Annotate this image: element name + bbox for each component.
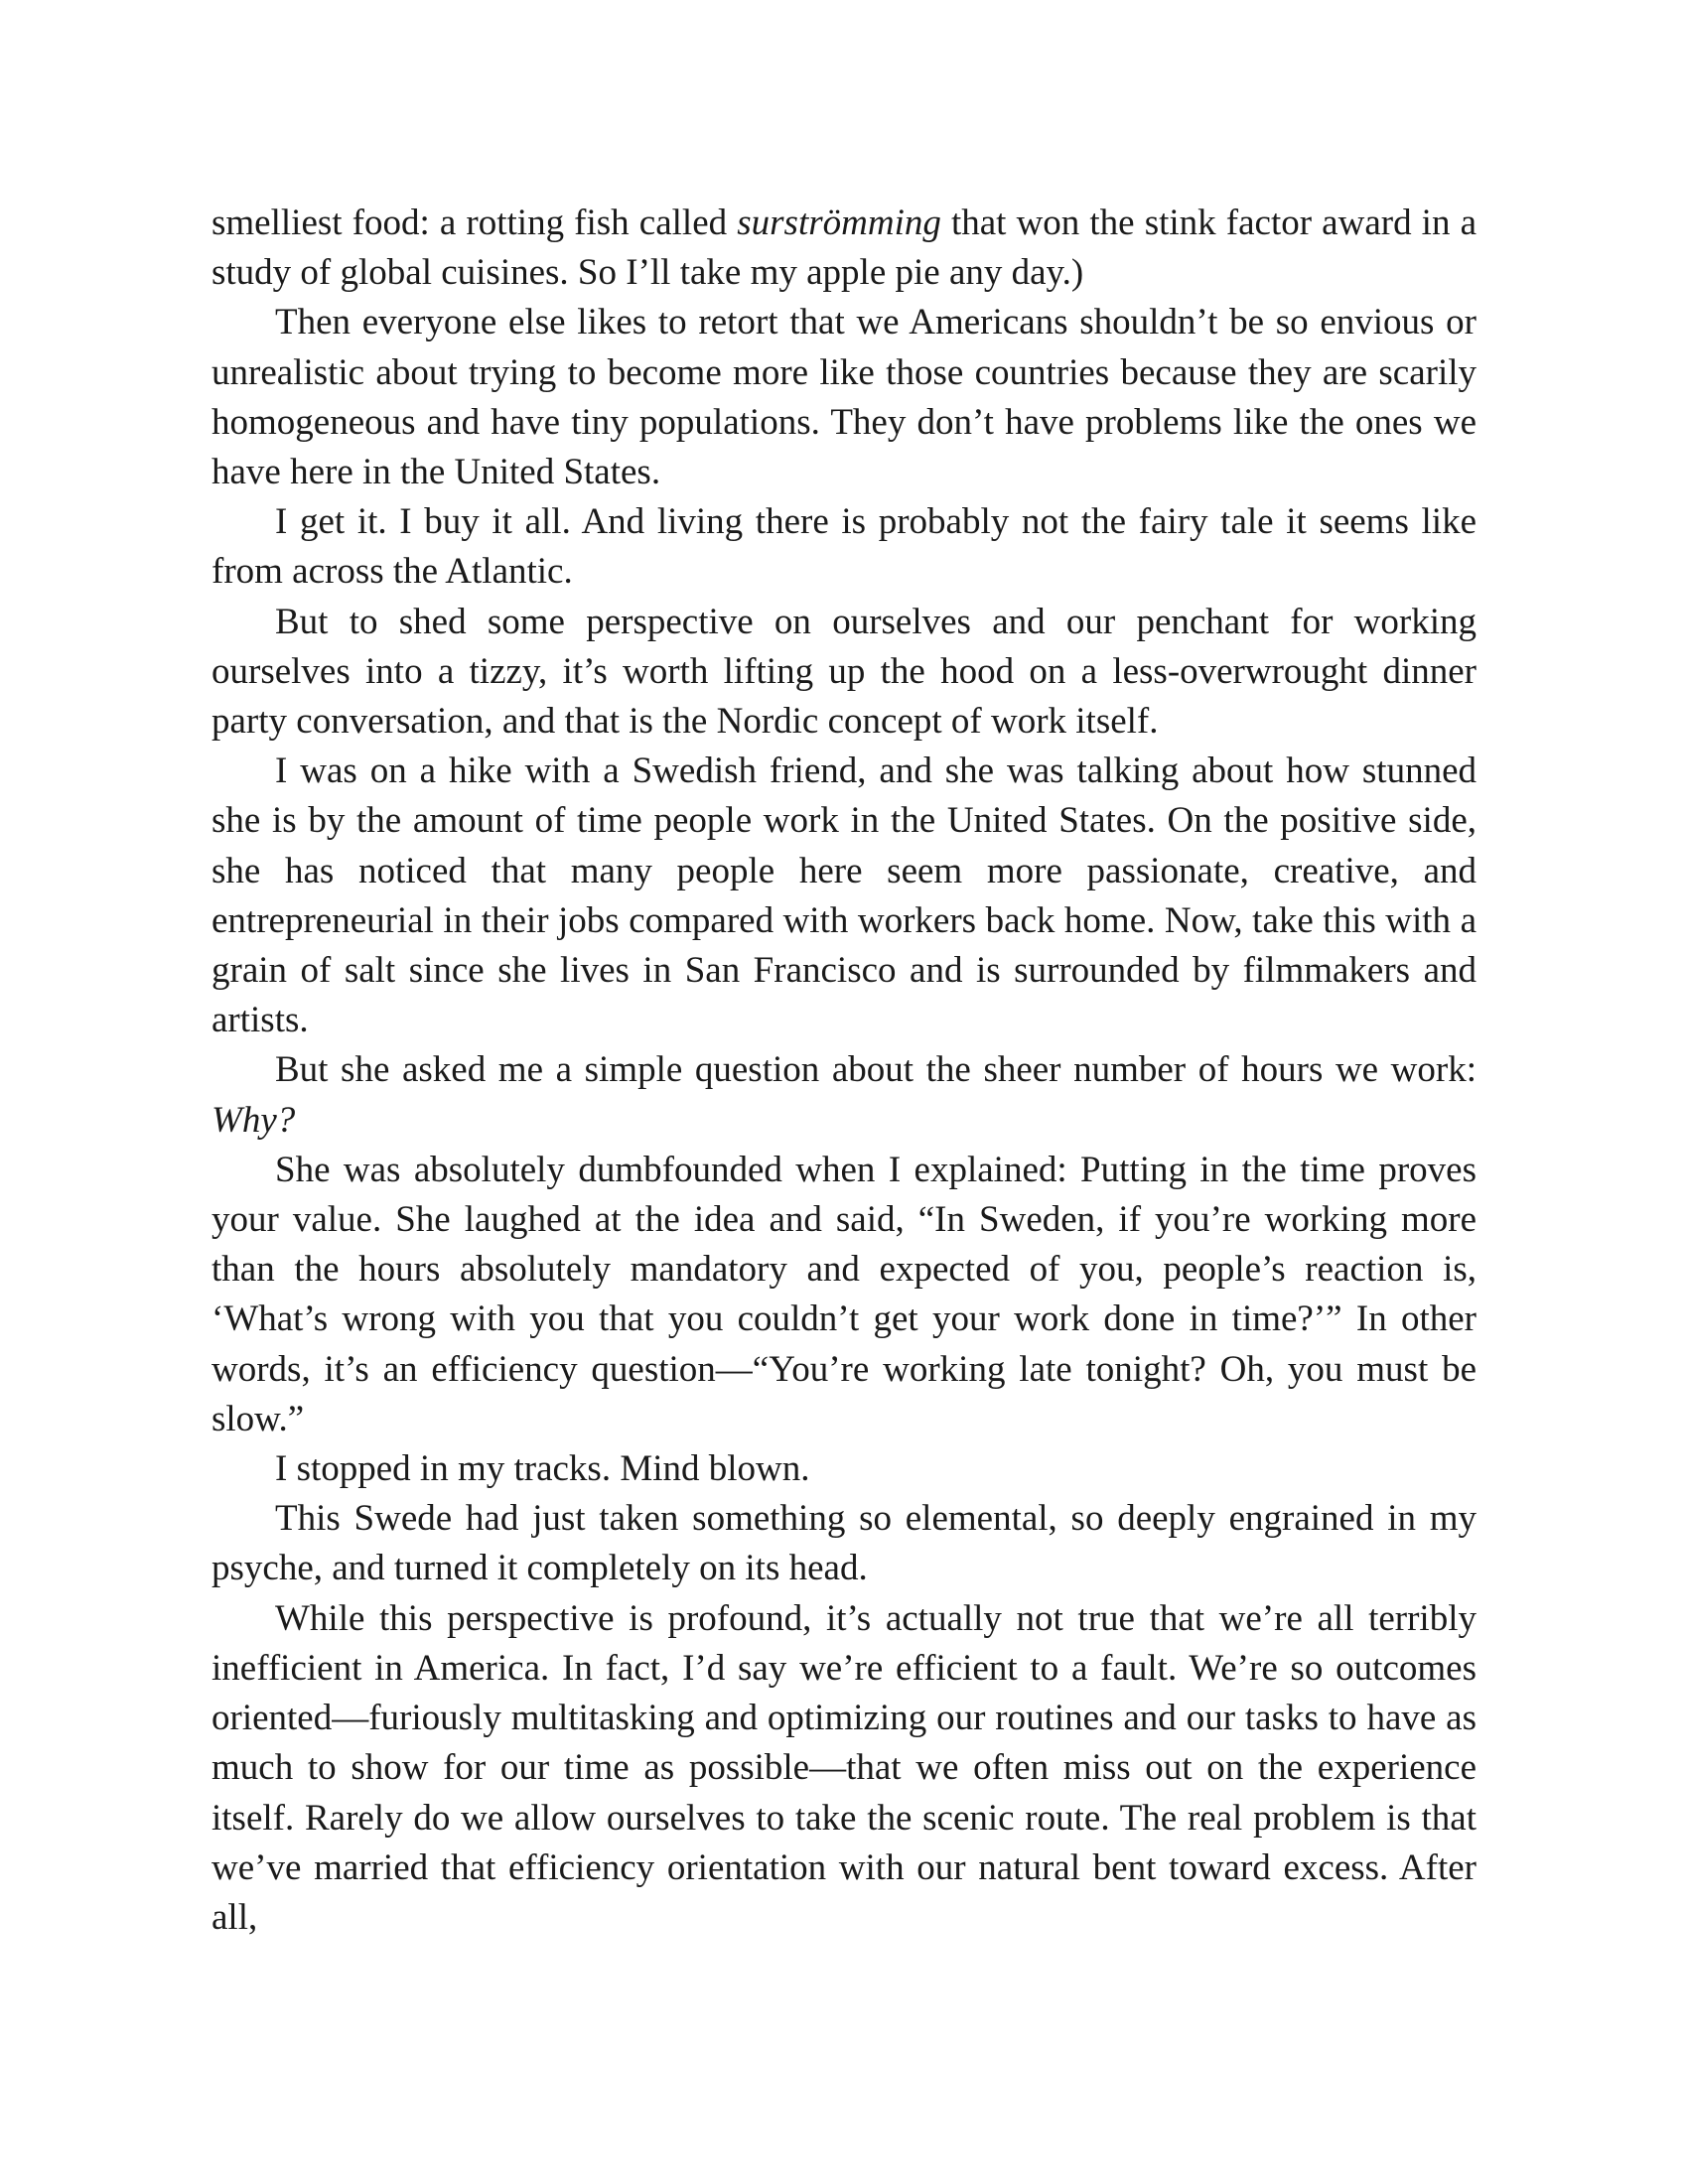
paragraph-10 <box>211 1594 1477 1943</box>
paragraph-1 <box>211 199 1477 298</box>
paragraph-6-italic-question: Why? <box>211 1099 296 1141</box>
paragraph-1-part-3: that won the stink factor award in a study of global cuisines. So I’ll take my apple pie any day.) <box>211 203 1477 294</box>
paragraph-3 <box>211 497 1477 597</box>
paragraph-1-italic-term: surströmming <box>737 203 941 243</box>
paragraph-7 <box>211 1146 1477 1444</box>
paragraph-5-text: I was on a hike with a Swedish friend, and she was talking about how stunned she is by the amount of time people work in the United States. On the positive side, she has noticed that many people here seem more passionate, creative, and entrepreneurial in their jobs compared with workers back home. Now, take this with a grain of salt since she lives in San Francisco and is surrounded by filmmakers and artists. <box>211 751 1477 1041</box>
paragraph-2-text: Then everyone else likes to retort that we Americans shouldn’t be so envious or unrealistic about trying to become more like those countries because they are scarily homogeneous and have tiny populations. They don’t have problems like the ones we have here in the United States. <box>211 302 1477 493</box>
paragraph-2 <box>211 298 1477 497</box>
paragraph-3-text: I get it. I buy it all. And living there is probably not the fairy tale it seems like from across the Atlantic. <box>211 501 1477 593</box>
paragraph-10-text: While this perspective is profound, it’s actually not true that we’re all terribly inefficient in America. In fact, I’d say we’re efficient to a fault. We’re so outcomes oriented—furiously multitasking and optimizing our routines and our tasks to have as much to show for our time as possible—that we often miss out on the experience itself. Rarely do we allow ourselves to take the scenic route. The real problem is that we’ve married that efficiency orientation with our natural bent toward excess. After all, <box>211 1597 1477 1938</box>
paragraph-8-text: I stopped in my tracks. Mind blown. <box>275 1448 810 1490</box>
paragraph-8 <box>211 1444 1477 1494</box>
paragraph-9 <box>211 1494 1477 1593</box>
paragraph-5 <box>211 747 1477 1045</box>
body-text <box>211 199 1477 1943</box>
paragraph-7-text: She was absolutely dumbfounded when I explained: Putting in the time proves your value. She laughed at the idea and said, “In Sweden, if you’re working more than the hours absolutely mandatory and expected of you, people’s reaction is, ‘What’s wrong with you that you couldn’t get your work done in time?’” In other words, it’s an efficiency question—“You’re working late tonight? Oh, you must be slow.” <box>211 1149 1477 1439</box>
paragraph-1-part-1: smelliest food: a rotting fish called <box>211 203 738 243</box>
paragraph-9-text: This Swede had just taken something so elemental, so deeply engrained in my psyche, and turned it completely on its head. <box>211 1498 1477 1589</box>
paragraph-6-part-1: But she asked me a simple question about the sheer number of hours we work: <box>275 1049 1477 1091</box>
paragraph-6 <box>211 1045 1477 1145</box>
paragraph-4-text: But to shed some perspective on ourselves and our penchant for working ourselves into a tizzy, it’s worth lifting up the hood on a less-overwrought dinner party conversation, and that is the Nordic concept of work itself. <box>211 601 1477 743</box>
paragraph-4 <box>211 598 1477 748</box>
